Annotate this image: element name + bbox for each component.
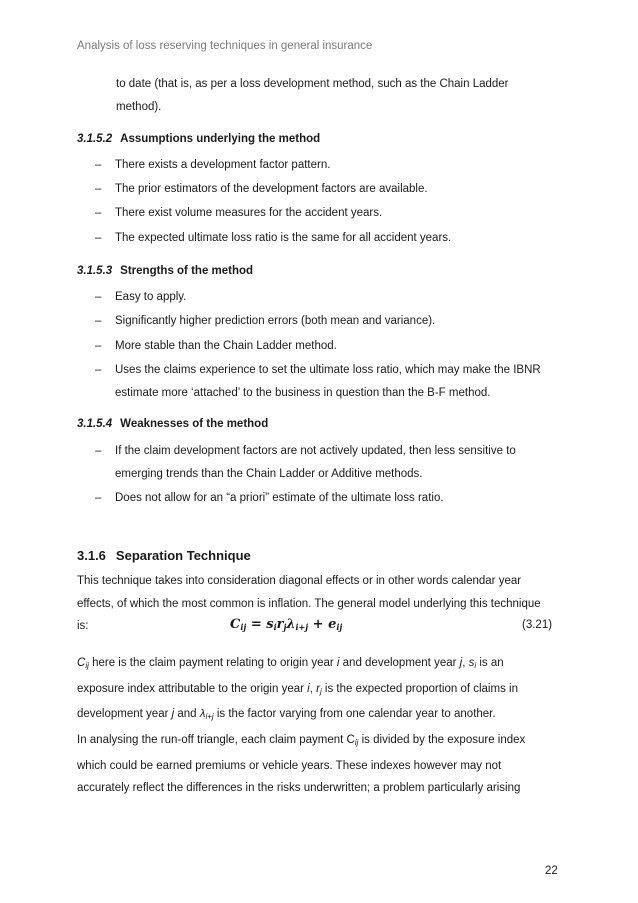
- list-item: – If the claim development factors are not actively updated, then less sensitive to emerging trends than the Chain Ladder or Additive methods.: [95, 440, 562, 486]
- runoff-line-3: accurately reflect the differences in the risks underwritten; a problem particularly arising: [77, 782, 521, 794]
- separation-intro-paragraph: This technique takes into consideration diagonal effects or in other words calendar year effects, of which the most common is inflation. The general model underlying this technique is:: [77, 575, 541, 632]
- strength-4-line-1: Uses the claims experience to set the ultimate loss ratio, which may make the IBNR: [115, 364, 541, 376]
- section-316-number: 3.1.6: [77, 548, 106, 563]
- definition-line-1: $C_{ij}$ here is the claim payment relating to origin year i and development year j, $s_i$ is an: [77, 657, 504, 670]
- runoff-paragraph: [77, 729, 562, 800]
- list-item: – Uses the claims experience to set the ultimate loss ratio, which may make the IBNR estimate more ‘attached’ to the business in question than the B-F method.: [95, 359, 562, 405]
- heading-3152-title: Assumptions underlying the method: [120, 133, 321, 145]
- equation-number: (3.21): [522, 619, 553, 631]
- continuation-line-1: to date (that is, as per a loss development method, such as the Chain Ladder: [116, 78, 509, 90]
- runoff-line-2: which could be earned premiums or vehicle years. These indexes however may not: [77, 759, 502, 772]
- runoff-line-1: In analysing the run-off triangle, each claim payment $C_{ij}$ is divided by the exposure index: [77, 734, 526, 747]
- continuation-line-2: method).: [116, 100, 162, 113]
- heading-3152-number: 3.1.5.2: [77, 133, 113, 145]
- heading-3154-title: Weaknesses of the method: [120, 418, 269, 430]
- heading-3154: [77, 418, 268, 430]
- heading-3153-number: 3.1.5.3: [77, 265, 113, 277]
- section-heading-316: [77, 548, 251, 563]
- page-number: 22: [545, 865, 558, 877]
- heading-3152: [77, 133, 320, 145]
- heading-3153: [77, 265, 253, 277]
- document-page: Analysis of loss reserving techniques in general insurance to date (that is, as per a loss development method, such as the Chain Ladder method). 3.1.5.2 Assumptions underlying the method – There exists a development factor pattern. – The prior estimators of the development factors are available. – There exist volume measures for the accident years. – The expected ultimate loss ratio is the same for all accident years. 3.1.5.3 Strengths of the method – Easy to apply. – Significantly higher prediction errors (both mean and variance). – More stable than the Chain Ladder method. – Uses the claims experience to set the ultimate loss ratio, which may make the IBNR estimate more ‘attached’ to the business in question than the B-F method. 3.1.5.4 Weaknesses of the method – If the claim development factors are not actively updated, then less sensitive to emerging trends than the Chain Ladder or Additive methods. – Does not allow for an “a priori” estimate of the ultimate loss ratio. 3.1.6 Separation Technique This technique takes into consideration diagonal effects or in other words calendar year effects, of which the most common is inflation. The general model underlying this technique is: $C_{ij} = s_ir_j\lambda_{i+j} + e_{ij}$ (3.21) $C_{ij}$ here is the claim payment relating to origin year i and development year j, $s_i$ is an exposure index attributable to the origin year i, $r_j$ is the expected proportion of claims in development year j and $\lambda_{i+j}$ is the factor varying from one calendar year to another. In analysing the run-off triangle, each claim payment $C_{ij}$ is divided by the exposure index which could be earned premiums or vehicle years. These indexes however may not accurately reflect the differences in the risks underwritten; a problem particularly arising 22: [0, 0, 638, 903]
- definition-line-3: development year j and $\lambda_{i+j}$ is the factor varying from one calendar year to another.: [77, 708, 496, 721]
- heading-3154-number: 3.1.5.4: [77, 418, 113, 430]
- definition-line-2: exposure index attributable to the origin year i, $r_j$ is the expected proportion of claims in: [77, 682, 518, 696]
- strength-4-line-2: estimate more ‘attached’ to the business in question than the B-F method.: [115, 386, 491, 399]
- weakness-1-line-2: emerging trends than the Chain Ladder or Additive methods.: [115, 467, 423, 480]
- running-header: Analysis of loss reserving techniques in general insurance: [77, 40, 373, 52]
- weakness-1-line-1: If the claim development factors are not actively updated, then less sensitive to: [115, 445, 516, 457]
- equation-3-21: $C_{ij} = s_ir_j\lambda_{i+j} + e_{ij}$: [230, 617, 343, 632]
- section-316-title: Separation Technique: [115, 548, 251, 563]
- continuation-paragraph: [116, 73, 562, 118]
- heading-3153-title: Strengths of the method: [120, 265, 254, 277]
- model-definition-paragraph: [77, 652, 562, 729]
